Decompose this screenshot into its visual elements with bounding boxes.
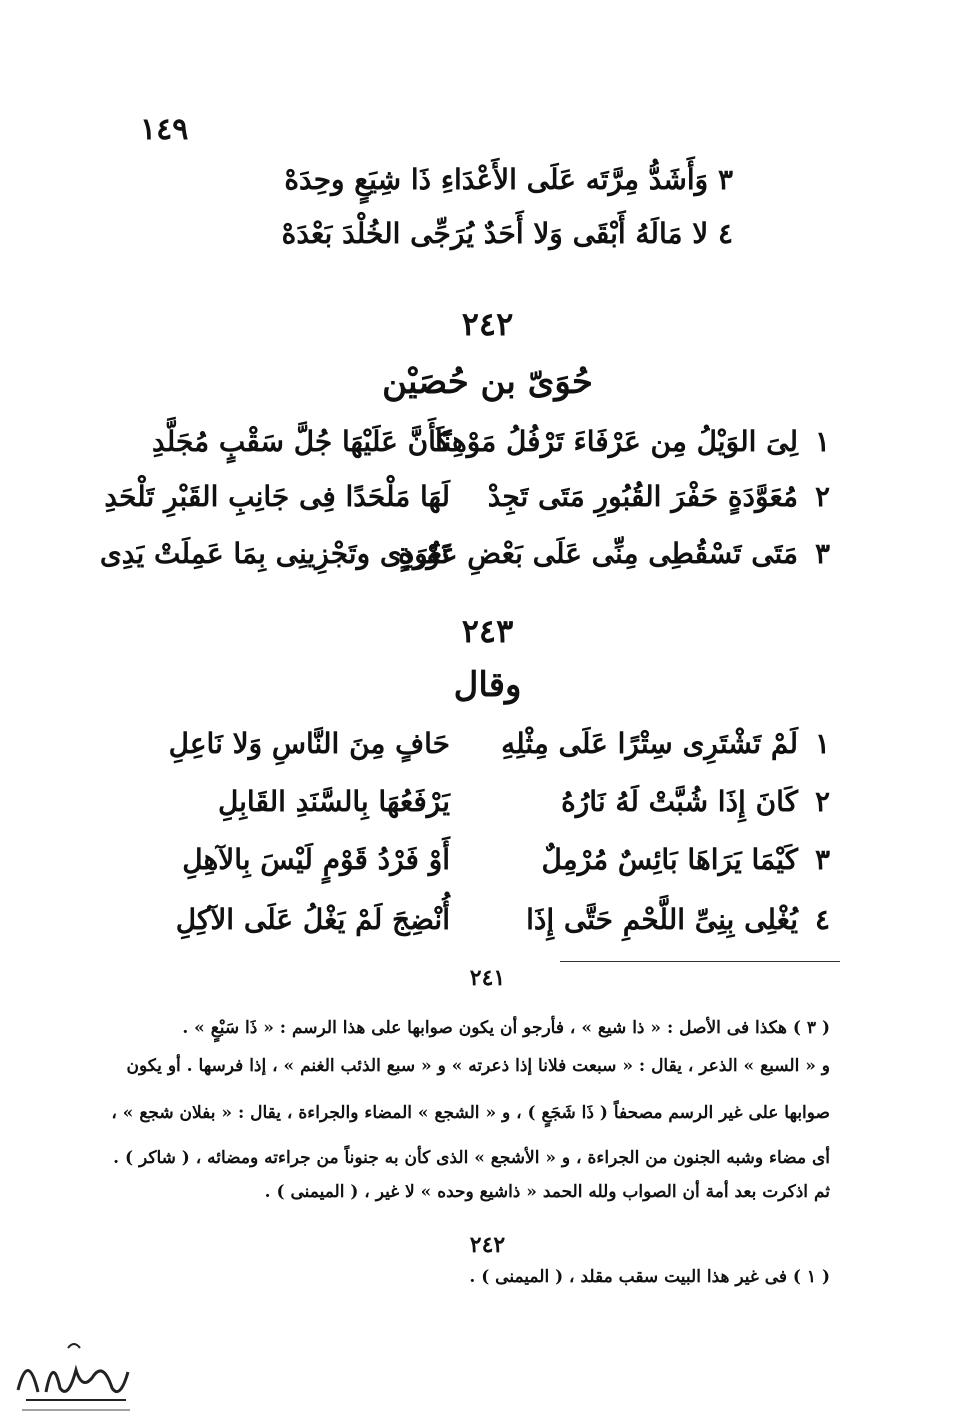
verse-second-hemistich: كَأَنَّ عَلَيْهَا جُلَّ سَقْبٍ مُجَلَّدِ [152,425,450,458]
footnote-line: ( ١ ) فى غير هذا البيت سقب مقلد ، ( الميمنى ) . [469,1267,830,1287]
page-number: ١٤٩ [140,112,189,147]
section-number-243: ٢٤٣ [461,612,514,650]
verse-number: ١ [815,727,831,760]
section-title-243: وقال [453,665,522,705]
verse-first-hemistich: كَيْمَا يَرَاهَا بَائِسٌ مُرْمِلٌ [541,843,798,876]
footnote-section-242: ٢٤٢ [469,1232,506,1258]
verse-second-hemistich: أَوْ فَرْدُ قَوْمٍ لَيْسَ بِالآهِلِ [182,843,450,876]
calligraphy-logo [8,1330,138,1420]
verse-first-hemistich: مَتَى تَسْقُطِى مِنِّى عَلَى بَعْضِ عَوْرَةٍ [398,537,798,570]
verse-second-hemistich: تَعُودِى وتَجْزِينِى بِمَا عَمِلَتْ يَدِى [99,537,450,570]
top-verse-3 [228,163,733,197]
footnote-line: أى مضاء وشبه الجنون من الجراءة ، و « الأشجع » الذى كأن به جنوناً من جراءته ومضائه ، ( شاكر ) . [113,1148,830,1168]
verse-number: ٣ [717,163,733,196]
verse-second-hemistich: يَرْفَعُهَا بِالسَّنَدِ القَابِلِ [217,785,450,818]
verse-text: وَأَشَدُّ مِرَّتَه عَلَى الأَعْدَاءِ ذَا شِيَعٍ وحِدَهْ [284,163,709,196]
footnote-separator [560,961,840,962]
footnote-line: صوابها على غير الرسم مصحفاً ( ذَا شَجَعٍ ) ، و « الشجع » المضاء والجراءة ، يقال : « بفلان شجع » ، [111,1103,830,1123]
verse-first-hemistich: مُعَوَّدَةٍ حَفْرَ القُبُورِ مَتَى تَجِدْ [487,480,798,513]
footnote-line: و « السبع » الذعر ، يقال : « سبعت فلانا إذا ذعرته » و « سبع الذئب الغنم » ، إذا فرسها . أو يكون [126,1056,830,1076]
footnote-line: ( ٣ ) هكذا فى الأصل : « ذا شيع » ، فأرجو أن يكون صوابها على هذا الرسم : « ذَا سَبْعٍ » . [182,1018,830,1038]
section-title-242: حُوَىّ بن حُصَيْن [382,362,593,402]
verse-second-hemistich: لَهَا مَلْحَدًا فِى جَانِبِ القَبْرِ تَلْحَدِ [104,480,450,513]
footnote-line: ثم اذكرت بعد أمة أن الصواب ولله الحمد « ذاشيع وحده » لا غير ، ( الميمنى ) . [264,1182,830,1202]
verse-number: ٢ [815,480,831,513]
top-verse-4 [228,217,733,251]
verse-first-hemistich: كَانَ إِذَا شُبَّتْ لَهُ نَارُهُ [561,785,798,818]
verse-second-hemistich: أُنْضِجَ لَمْ يَغْلُ عَلَى الآكِلِ [175,903,450,936]
verse-number: ٤ [815,903,831,936]
verse-first-hemistich: لَمْ تَشْتَرِى سِتْرًا عَلَى مِثْلِهِ [501,727,798,760]
verse-second-hemistich: حَافٍ مِنَ النَّاسِ وَلا نَاعِلِ [168,727,450,760]
section-number-242: ٢٤٢ [461,305,514,343]
verse-text: لا مَالَهُ أَبْقَى وَلا أَحَدٌ يُرَجِّى الخُلْدَ بَعْدَهْ [281,217,709,250]
verse-first-hemistich: لِىَ الوَيْلُ مِن عَرْفَاءَ تَرْفُلُ مَوْهِنًا [435,425,798,458]
verse-number: ٤ [717,217,733,250]
verse-number: ٢ [815,785,831,818]
verse-first-hemistich: يُغْلِى بِنِىِّ اللَّحْمِ حَتَّى إِذَا [526,903,798,936]
verse-number: ٣ [815,843,831,876]
verse-number: ٣ [815,537,831,570]
footnote-section-241: ٢٤١ [469,965,506,991]
verse-number: ١ [815,425,831,458]
